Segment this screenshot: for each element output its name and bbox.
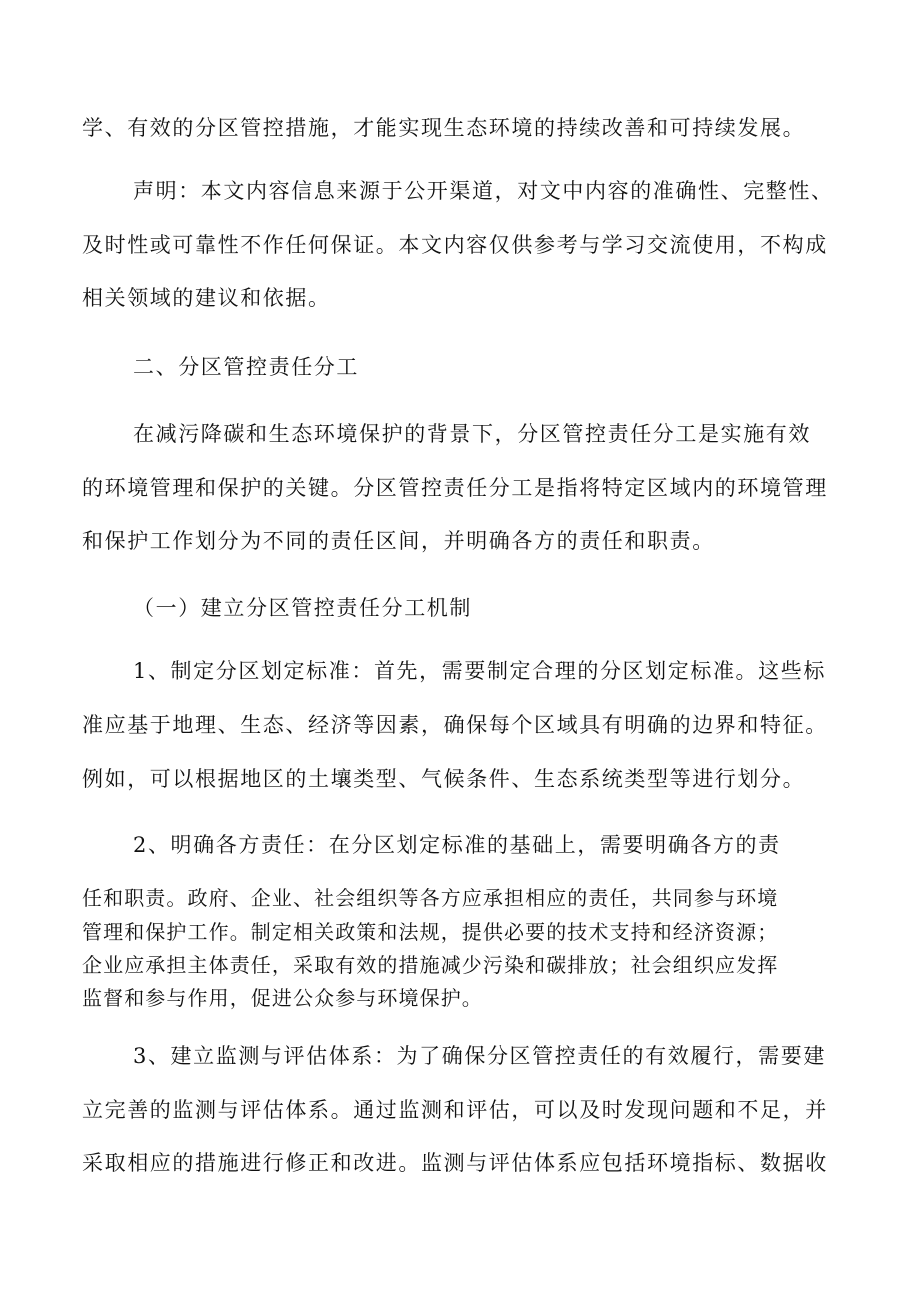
- item-2-line-3: 管理和保护工作。制定相关政策和法规，提供必要的技术支持和经济资源；: [82, 920, 779, 944]
- item-3-line-1: 3、建立监测与评估体系：为了确保分区管控责任的有效履行，需要建: [133, 1044, 826, 1068]
- item-3-line-2: 立完善的监测与评估体系。通过监测和评估，可以及时发现问题和不足，并: [82, 1098, 828, 1122]
- item-1-line-3: 例如，可以根据地区的土壤类型、气候条件、生态系统类型等进行划分。: [82, 767, 806, 791]
- item-2-line-2: 任和职责。政府、企业、社会组织等各方应承担相应的责任，共同参与环境: [82, 886, 779, 910]
- item-2-line-1: 2、明确各方责任：在分区划定标准的基础上，需要明确各方的责: [133, 833, 781, 857]
- disclaimer-line-2: 及时性或可靠性不作任何保证。本文内容仅供参考与学习交流使用，不构成: [82, 233, 828, 257]
- section-intro-line-2: 的环境管理和保护的关键。分区管控责任分工是指将特定区域内的环境管理: [82, 476, 828, 500]
- disclaimer-line-1: 声明：本文内容信息来源于公开渠道，对文中内容的准确性、完整性、: [133, 179, 834, 203]
- disclaimer-line-3: 相关领域的建议和依据。: [82, 286, 331, 310]
- paragraph-intro-tail: 学、有效的分区管控措施，才能实现生态环境的持续改善和可持续发展。: [82, 116, 806, 140]
- subsection-heading: （一）建立分区管控责任分工机制: [133, 596, 472, 620]
- section-heading: 二、分区管控责任分工: [133, 355, 359, 379]
- section-intro-line-3: 和保护工作划分为不同的责任区间，并明确各方的责任和职责。: [82, 529, 715, 553]
- section-intro-line-1: 在减污降碳和生态环境保护的背景下，分区管控责任分工是实施有效: [133, 422, 811, 446]
- item-3-line-3: 采取相应的措施进行修正和改进。监测与评估体系应包括环境指标、数据收: [82, 1151, 828, 1175]
- item-2-line-4: 企业应承担主体责任，采取有效的措施减少污染和碳排放；社会组织应发挥: [82, 953, 779, 977]
- item-1-line-2: 准应基于地理、生态、经济等因素，确保每个区域具有明确的边界和特征。: [82, 713, 828, 737]
- item-1-line-1: 1、制定分区划定标准：首先，需要制定合理的分区划定标准。这些标: [133, 659, 826, 683]
- item-2-line-5: 监督和参与作用，促进公众参与环境保护。: [82, 986, 483, 1010]
